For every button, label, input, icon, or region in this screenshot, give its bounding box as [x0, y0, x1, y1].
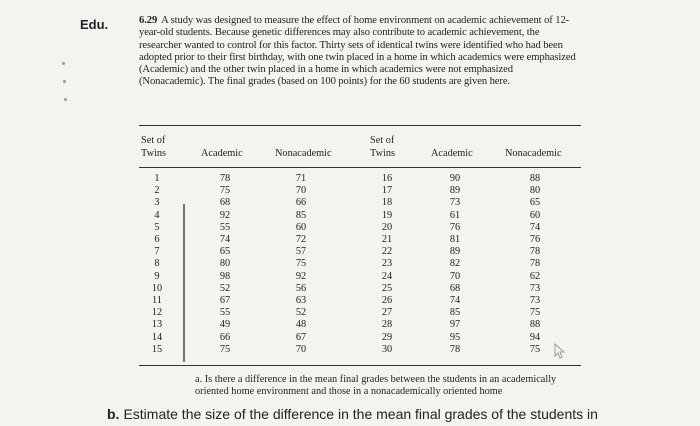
table-cell: 78	[529, 258, 541, 270]
table-cell: 26	[381, 295, 393, 307]
table-cell: 67	[295, 331, 307, 343]
table-cell: 88	[529, 319, 541, 331]
table-cell: 68	[219, 197, 231, 209]
question-b-text: Estimate the size of the difference in the mean final grades of the students in	[123, 406, 598, 422]
question-a	[195, 374, 575, 398]
table-cell: 66	[219, 331, 231, 343]
table-cell: 75	[529, 307, 541, 319]
table-cell: 75	[219, 343, 231, 355]
header-academic-right: Academic	[431, 148, 473, 159]
table-cell: 75	[529, 343, 541, 355]
table-cell: 81	[449, 234, 461, 246]
table-cell: 78	[529, 246, 541, 258]
table-cell: 98	[219, 270, 231, 282]
table-cell: 63	[295, 295, 307, 307]
header-set-line1: Set of	[370, 135, 395, 146]
question-a-text: Is there a difference in the mean final grades between the students in an academically oriented home environment and those in a nonacademically oriented home	[195, 374, 557, 397]
header-nonacademic-left: Nonacademic	[275, 148, 332, 159]
table-cell: 2	[154, 185, 160, 197]
edu-tag: Edu.	[80, 17, 109, 32]
table-cell: 55	[219, 307, 231, 319]
table-cell: 70	[295, 185, 307, 197]
header-set-line2: Twins	[370, 148, 396, 159]
table-cell: 1	[154, 173, 160, 184]
table-cell: 14	[151, 331, 163, 343]
table-cell: 17	[381, 185, 393, 197]
table-cell: 70	[295, 343, 307, 355]
table-cell: 60	[529, 209, 541, 221]
table-cell: 67	[219, 295, 231, 307]
table-cell: 25	[381, 282, 393, 294]
header-set-line1: Set of	[141, 135, 166, 146]
table-cell: 30	[381, 343, 393, 355]
margin-dot	[62, 62, 65, 65]
table-cell: 97	[449, 319, 461, 331]
table-cell: 5	[154, 221, 160, 233]
table-cell: 21	[381, 234, 393, 246]
header-set-of-twins-right	[370, 134, 395, 160]
table-cell: 10	[151, 282, 163, 294]
column-nonacademic-right	[523, 173, 547, 356]
table-cell: 28	[381, 319, 393, 331]
table-cell: 66	[295, 197, 307, 209]
table-cell: 70	[449, 270, 461, 282]
table-cell: 24	[381, 270, 393, 282]
table-cell: 61	[449, 209, 461, 221]
problem-statement	[139, 15, 579, 89]
column-academic-right	[443, 173, 467, 356]
table-cell: 15	[151, 343, 163, 355]
header-set-of-twins-left	[141, 134, 166, 160]
table-cell: 8	[154, 258, 160, 270]
table-cell: 73	[529, 282, 541, 294]
table-cell: 76	[449, 221, 461, 233]
table-cell: 19	[381, 209, 393, 221]
table-cell: 85	[449, 307, 461, 319]
table-cell: 76	[529, 234, 541, 246]
column-academic-left	[213, 173, 237, 356]
table-cell: 68	[449, 282, 461, 294]
table-cell: 52	[219, 282, 231, 294]
table-cell: 94	[529, 331, 541, 343]
column-nonacademic-left	[289, 173, 313, 356]
header-nonacademic-right: Nonacademic	[505, 148, 562, 159]
table-cell: 92	[295, 270, 307, 282]
table-cell: 74	[529, 221, 541, 233]
table-cell: 52	[295, 307, 307, 319]
table-cell: 56	[295, 282, 307, 294]
table-cell: 73	[449, 197, 461, 209]
table-header-rule	[139, 167, 581, 168]
table-cell: 57	[295, 246, 307, 258]
table-cell: 11	[152, 295, 162, 307]
table-cell: 9	[154, 270, 160, 282]
table-cell: 89	[449, 185, 461, 197]
table-cell: 16	[381, 173, 393, 184]
table-cell: 49	[219, 319, 231, 331]
table-cell: 55	[219, 221, 231, 233]
table-cell: 20	[381, 221, 393, 233]
table-cell: 80	[219, 258, 231, 270]
table-cell: 12	[151, 307, 163, 319]
table-cell: 3	[154, 197, 160, 209]
table-cell: 4	[154, 209, 160, 221]
table-cell: 62	[529, 270, 541, 282]
cursor-icon	[553, 343, 567, 359]
twins-grades-table	[139, 125, 581, 368]
table-cell: 75	[295, 258, 307, 270]
table-cell: 95	[449, 331, 461, 343]
table-cell: 90	[449, 173, 461, 184]
table-cell: 72	[295, 234, 307, 246]
header-set-line2: Twins	[141, 148, 167, 159]
table-cell: 82	[449, 258, 461, 270]
table-cell: 89	[449, 246, 461, 258]
column-set-left	[145, 173, 169, 356]
problem-number: 6.29	[139, 15, 158, 26]
table-cell: 74	[219, 234, 231, 246]
table-cell: 22	[381, 246, 393, 258]
table-cell: 27	[381, 307, 393, 319]
table-cell: 85	[295, 209, 307, 221]
table-cell: 18	[381, 197, 393, 209]
table-cell: 73	[529, 295, 541, 307]
table-cell: 88	[529, 173, 541, 184]
column-set-right	[375, 173, 399, 356]
table-cell: 60	[295, 221, 307, 233]
table-bottom-rule	[139, 365, 581, 366]
pen-mark	[183, 204, 185, 362]
table-cell: 74	[449, 295, 461, 307]
table-cell: 75	[219, 185, 231, 197]
question-b	[107, 406, 697, 422]
table-cell: 80	[529, 185, 541, 197]
problem-text: A study was designed to measure the effect of home environment on academic achievement of 12-year-old students. Because genetic differences may also contribute to academic achievement, the researcher wanted to control for this factor. Thirty sets of identical twins were identified who had been adopted prior to their first birthday, with one twin placed in a home in which academics were emphasized (Academic) and the other twin placed in a home in which academics were not emphasized (Nonacademic). The final grades (based on 100 points) for the 60 students are given here.	[139, 15, 576, 88]
table-cell: 29	[381, 331, 393, 343]
table-cell: 13	[151, 319, 163, 331]
table-top-rule	[139, 125, 581, 126]
question-b-label: b.	[107, 406, 120, 422]
table-cell: 7	[154, 246, 160, 258]
table-cell: 78	[449, 343, 461, 355]
table-cell: 78	[219, 173, 231, 184]
table-cell: 65	[219, 246, 231, 258]
table-cell: 71	[295, 173, 307, 184]
header-academic-left: Academic	[201, 148, 243, 159]
margin-dot	[64, 98, 67, 101]
table-cell: 65	[529, 197, 541, 209]
table-cell: 48	[295, 319, 307, 331]
table-cell: 6	[154, 234, 160, 246]
question-a-label: a.	[195, 374, 203, 385]
table-cell: 92	[219, 209, 231, 221]
table-cell: 23	[381, 258, 393, 270]
margin-dot	[63, 80, 66, 83]
